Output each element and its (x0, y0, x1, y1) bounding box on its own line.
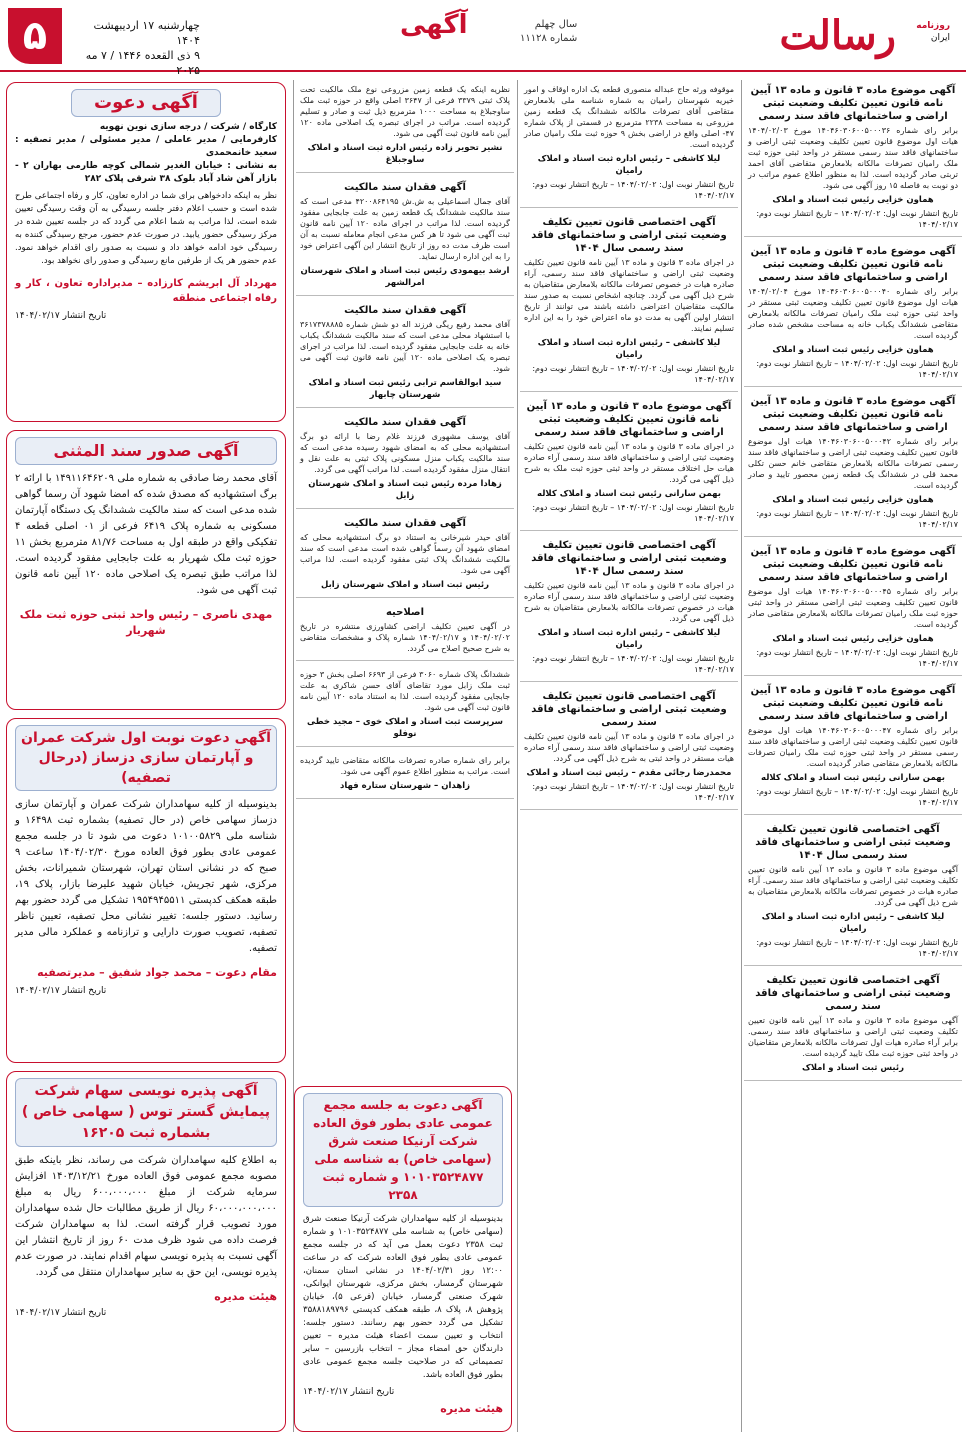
ad-signature: هیئت مدیره (440, 1402, 503, 1415)
notice-signature: زاهدان – شهرستان ستاره فهاد (339, 781, 471, 791)
notice-signature: رئیس ثبت اسناد و املاک شهرستان زابل (320, 580, 490, 590)
ad-arnika-sanat (294, 1086, 512, 1432)
date-other: ۹ ذی القعده ۱۴۴۶ / ۷ مه ۲۰۲۵ (85, 49, 200, 77)
notice-meta: تاریخ انتشار نوبت اول: ۱۴۰۴/۰۲/۰۲ – تاریخ انتشار نوبت دوم: ۱۴۰۴/۰۲/۱۷ (756, 359, 958, 379)
ad-body: به اطلاع کلیه سهامداران شرکت می رساند، نظر باینکه طبق مصوبه مجمع عمومی فوق العاده مورخ ۱۴۰۳/۱۲/۲۱ افزایش سرمایه شرکت از مبلغ ۶۰۰،۰۰۰،۰۰۰ ریال به مبلغ ۶۰،۰۰۰،۰۰۰،۰۰۰ ریال از طریق مطالبات حال شده سهامداران مورد تصویب قرار گرفته است. لذا به سهامداران شرکت فرصت داده می شود ظرف مدت ۶۰ روز از تاریخ انتشار این آگهی نسبت به پذیره نویسی سهام اقدام نمایند. در صورت عدم پذیره نویسی، این حق به سایر سهامداران منتقل می گردد. (15, 1155, 278, 1278)
notice-signature: نشیر تحویر زاده رئیس اداره ثبت اسناد و املاک ساوجبلاغ (307, 143, 503, 165)
brand-name: رسالت (779, 12, 896, 59)
notices-column-1 (744, 80, 962, 1432)
notice (744, 241, 962, 387)
column-divider (517, 80, 518, 1432)
notice (744, 819, 962, 966)
date-persian: چهارشنبه ۱۷ اردیبهشت ۱۴۰۴ (93, 19, 200, 47)
notice (520, 686, 738, 810)
notice-meta: تاریخ انتشار نوبت اول: ۱۴۰۴/۰۲/۰۲ – تاریخ انتشار نوبت دوم: ۱۴۰۴/۰۲/۱۷ (756, 648, 958, 668)
notice-body: برابر رای شماره ۱۴۰۴۶۰۳۰۶۰۰۵۰۰۰۴۰ مورخ ۱۴۰۴/۰۲/۰۴ هیات اول موضوع قانون تعیین تکلیف وضعیت ثبتی مستقر در واحد ثبتی حوزه ثبت ملک رامیان تصرفات مالکانه بلامعارض متقاضی ششدانگ یکباب خانه به مساحت مشخص شده صادر گردیده است. (748, 287, 958, 340)
notice-signature: رئیس ثبت اسناد و املاک (802, 1063, 904, 1073)
notice (520, 212, 738, 392)
notice (296, 513, 514, 598)
date-block (70, 18, 200, 78)
notice (520, 80, 738, 208)
notice (744, 391, 962, 537)
year-label: سال چهلم (534, 19, 578, 30)
column-divider (741, 80, 742, 1432)
notice (296, 177, 514, 296)
ad-header-line: کارگاه / شرکت / درجه سازی نوین نهویه (99, 122, 277, 132)
notice-body: برابر رای شماره ۱۴۰۴۶۰۳۰۶۰۰۵۰۰۰۴۷ هیات اول موضوع قانون تعیین تکلیف وضعیت ثبتی اراضی و ساختمانهای فاقد سند رسمی مستقر در واحد ثبتی حوزه ثبت ملک رامیان تصرفات مالکانه بلامعارض متقاضی صادر گردیده است. (748, 726, 958, 768)
ad-date: تاریخ انتشار ۱۴۰۴/۰۲/۱۷ (15, 311, 107, 321)
issue-info (520, 18, 577, 46)
notice-signature: هماون خزایی رئیس ثبت اسناد و املاک (772, 495, 934, 505)
notice-signature: لیلا کاشفی – رئیس اداره ثبت اسناد و املاک رامیان (761, 912, 945, 934)
notice-title: آگهی فقدان سند مالکیت (344, 182, 466, 193)
brand-side (898, 20, 950, 44)
notice-title: آگهی موضوع ماده ۳ قانون و ماده ۱۳ آیین نامه قانون تعیین تکلیف وضعیت ثبتی اراضی و ساختمانهای فاقد سند رسمی (750, 685, 956, 722)
notice-signature: سرپرست ثبت اسناد و املاک خوی – مجید خطی نوفلو (307, 717, 503, 739)
notice-title: آگهی اختصاصی قانون تعیین تکلیف وضعیت ثبتی اراضی و ساختمانهای فاقد سند رسمی سال ۱۴۰۴ (755, 824, 951, 861)
notice-title: اصلاحیه (385, 607, 425, 618)
notice-signature: محمدرضا رجائی مقدم – رئیس ثبت اسناد و املاک (526, 768, 732, 778)
notice-title: آگهی اختصاصی قانون تعیین تکلیف وضعیت ثبتی اراضی و ساختمانهای فاقد سند رسمی (531, 691, 727, 728)
notice (296, 602, 514, 661)
section-title: آگهی (400, 10, 468, 40)
ad-title: آگهی دعوت نوبت اول شرکت عمران و آپارتمان سازی دزساز (درحال تصفیه) (15, 725, 277, 791)
notice-signature: لیلا کاشفی – رئیس اداره ثبت اسناد و املاک رامیان (537, 338, 721, 360)
ad-header-line: به نشانی : خیابان الغدیر شمالی کوچه طارمی بهاران ۲ - بازار آهن شاد آباد بلوک ۳۸ شرقی پلاک ۲۸۲ (15, 161, 278, 184)
ad-omran-dezsaz (6, 718, 286, 1063)
ad-title: آگهی دعوت به جلسه مجمع عمومی عادی بطور فوق العاده شرکت آرنیکا صنعت شرق (سهامی خاص) به شناسه ملی ۱۰۱۰۳۵۲۴۸۷۷ و شماره ثبت ۲۳۵۸ (303, 1093, 503, 1207)
notice (744, 680, 962, 815)
newspaper-logo (708, 8, 958, 64)
notice (296, 80, 514, 173)
notice-signature: لیلا کاشفی – رئیس اداره ثبت اسناد و املاک رامیان (537, 628, 721, 650)
notice-meta: تاریخ انتشار نوبت اول: ۱۴۰۴/۰۲/۰۲ – تاریخ انتشار نوبت دوم: ۱۴۰۴/۰۲/۱۷ (532, 364, 734, 384)
notice-signature: زهادا مرده رئیس ثبت اسناد و املاک شهرستان زابل (308, 479, 502, 501)
ad-body: نظر به اینکه دادخواهی برای شما در اداره تعاون، کار و رفاه اجتماعی طرح شده است و حسب اعلام دفتر جلسه رسیدگی به آن وقت رسیدگی تعیین شده است، لذا مراتب به شما اعلام می گردد که در جلسه تعیین شده در مرکز رسیدگی حضور یابید. در صورت عدم حضور، مرجع رسیدگی کننده به رسیدگی خود ادامه خواهد داد و نسبت به صدور رای اقدام خواهد نمود. عدم حضور هر یک از طرفین مانع رسیدگی و صدور رای نخواهد بود. (15, 191, 277, 266)
notice-signature: هماون خزایی رئیس ثبت اسناد و املاک (772, 345, 934, 355)
notice-body: برابر رای شماره صادره تصرفات مالکانه متقاضی تایید گردیده است. مراتب به منظور اطلاع عموم آگهی می شود. (300, 756, 510, 776)
notice-signature: بهمن سارانی رئیس ثبت اسناد و املاک کلاله (537, 489, 721, 499)
notice-meta: تاریخ انتشار نوبت اول: ۱۴۰۴/۰۲/۰۲ – تاریخ انتشار نوبت دوم: ۱۴۰۴/۰۲/۱۷ (532, 503, 734, 523)
notice-title: آگهی فقدان سند مالکیت (344, 518, 466, 529)
ad-body: بدینوسیله از کلیه سهامداران شرکت آرنیکا صنعت شرق (سهامی خاص) به شناسه ملی ۱۰۱۰۳۵۲۴۸۷۷ و شماره ثبت ۲۳۵۸ دعوت بعمل می آید که در جلسه مجمع عمومی عادی بطور فوق العاده شرکت که در ساعت ۱۲:۰۰ روز ۱۴۰۴/۰۲/۳۱ در نشانی استان سمنان، شهرستان گرمسار، بخش مرکزی، شهرستان ایوانکی، شهرک صنعتی گرمسار، خیابان (فرعی ۵)، خیابان پژوهش ۸، پلاک ۸، طبقه همکف کدپستی ۳۵۸۸۱۸۹۷۹۶ تشکیل می گردد حضور بهم رسانند. دستور جلسه: انتخاب و تعیین سمت اعضاء هیئت مدیره – تعیین دارندگان حق امضاء مجاز – انتخاب بازرسین – سایر تصمیماتی که در صلاحیت جلسه مجمع عمومی عادی بطور فوق العاده باشد. (303, 1214, 503, 1380)
notice-meta: تاریخ انتشار نوبت اول: ۱۴۰۴/۰۲/۰۲ – تاریخ انتشار نوبت دوم: ۱۴۰۴/۰۲/۱۷ (756, 509, 958, 529)
notice (296, 665, 514, 747)
notice (520, 535, 738, 682)
notice-title: آگهی فقدان سند مالکیت (344, 305, 466, 316)
ad-signature: مهرداد آل ابریشم کارزاده – مدیراداره تعاون ، کار و رفاه اجتماعی منطقه (15, 278, 277, 304)
notice-signature: هماون خزایی رئیس ثبت اسناد و املاک (772, 634, 934, 644)
notice-body: در اجرای ماده ۳ قانون و ماده ۱۳ آیین نامه قانون تعیین تکلیف وضعیت ثبتی اراضی و ساختمانهای فاقد سند رسمی آراء صادره هیات در خصوص تصرفات مالکانه بلامعارض متقاضیان به شرح ذیل آگهی می گردد. (524, 581, 734, 623)
notice-body: آگهی موضوع ماده ۳ قانون و ماده ۱۳ آیین نامه قانون تعیین تکلیف وضعیت ثبتی اراضی و ساختمانهای فاقد سند رسمی. برابر آراء صادره هیات اول تصرفات مالکانه بلامعارض متقاضیان در واحد ثبتی حوزه ثبت ملک تایید گردیده است. (748, 1016, 958, 1058)
notice-body: آگهی موضوع ماده ۳ قانون و ماده ۱۳ آیین نامه قانون تعیین تکلیف وضعیت ثبتی اراضی و ساختمانهای فاقد سند رسمی. آراء صادره هیات در خصوص تصرفات مالکانه بلامعارض متقاضیان به شرح ذیل آگهی می گردد. (748, 865, 958, 907)
brand-tag: روزنامه (916, 21, 950, 31)
notice-title: آگهی موضوع ماده ۳ قانون و ماده ۱۳ آیین نامه قانون تعیین تکلیف وضعیت ثبتی اراضی و ساختمانهای فاقد سند رسمی (526, 401, 732, 438)
notice-body: آقای محمد رفیع ریگی فرزند اله دو شش شماره ۳۶۱۷۳۷۸۸۸۵ با استشهاد محلی مدعی است که سند مالکیت ششدانگ یکباب خانه به علت جابجایی مفقود گردیده است. لذا مراتب در اجرای تبصره یک اصلاحی ماده ۱۲۰ آیین نامه قانون ثبت آگهی می شود. (300, 320, 510, 373)
notice-meta: تاریخ انتشار نوبت اول: ۱۴۰۴/۰۲/۰۲ – تاریخ انتشار نوبت دوم: ۱۴۰۴/۰۲/۱۷ (756, 209, 958, 229)
notice-body: در اجرای ماده ۳ قانون و ماده ۱۳ آیین نامه قانون تعیین تکلیف وضعیت ثبتی اراضی و ساختمانهای فاقد سند رسمی، آراء صادره هیات در خصوص تصرفات مالکانه بلامعارض متقاضیان به شرح ذیل آگهی می گردد. چنانچه اشخاص نسبت به صدور سند مالکیت متقاضیان اعتراضی داشته باشند می توانند از تاریخ انتشار اولین آگهی به مدت دو ماه اعتراض خود را به این اداره تسلیم نمایند. (524, 258, 734, 333)
notice-body: ششدانگ پلاک شماره ۳۰۶۰ فرعی از ۶۶۹۳ اصلی بخش ۳ حوزه ثبت ملک زابل مورد تقاضای آقای حسن شاکری به علت جابجایی مفقود گردیده است. لذا به استناد ماده ۱۲۰ آیین نامه قانون ثبت آگهی می شود. (300, 670, 510, 712)
notice-meta: تاریخ انتشار نوبت اول: ۱۴۰۴/۰۲/۰۲ – تاریخ انتشار نوبت دوم: ۱۴۰۴/۰۲/۱۷ (532, 654, 734, 674)
ad-peymayesh-gostar (6, 1071, 286, 1432)
notice-body: نظریه اینکه یک قطعه زمین مزروعی نوع ملک مالکیت تحت پلاک ثبتی ۳۳۷۹ فرعی از ۳۶۴۷ اصلی واقع در حوزه ثبت ملک ساوجبلاغ به مساحت ۱۰۰۰ مترمربع ذیل ثبت و صادر و تسلیم گردیده است. مراتب در اجرای تبصره یک اصلاحی ماده ۱۲۰ آیین نامه قانون ثبت آگهی می شود. (300, 85, 511, 138)
notice-title: آگهی اختصاصی قانون تعیین تکلیف وضعیت ثبتی اراضی و ساختمانهای فاقد سند رسمی (755, 975, 951, 1012)
notice-body: در اجرای ماده ۳ قانون و ماده ۱۳ آیین نامه قانون تعیین تکلیف وضعیت ثبتی اراضی و ساختمانهای فاقد سند رسمی آراء صادره هیات حل اختلاف مستقر در واحد ثبتی حوزه ثبت ملک به شرح ذیل آگهی می گردد. (524, 442, 734, 484)
notice-title: آگهی موضوع ماده ۳ قانون و ماده ۱۳ آیین نامه قانون تعیین تکلیف وضعیت ثبتی اراضی و ساختمانهای فاقد سند رسمی (750, 546, 956, 583)
ad-title: آگهی دعوت (71, 89, 221, 117)
notice-body: برابر رای شماره ۱۴۰۴۶۰۳۰۶۰۰۵۰۰۰۳۶ مورخ ۱۴۰۴/۰۲/۰۳ هیات اول موضوع قانون تعیین تکلیف وضعیت ثبتی اراضی و ساختمانهای فاقد سند رسمی مستقر در واحد ثبتی حوزه ثبت ملک رامیان تصرفات مالکانه بلامعارض متقاضی آقای احمد تربتی صادر گردیده است. لذا به منظور اطلاع عموم مراتب در دو نوبت به فاصله ۱۵ روز آگهی می شود. (748, 126, 958, 190)
ad-body: آقای محمد رضا صادقی به شماره ملی ۱۴۹۱۱۶۴۶۲۰۹ با ارائه ۲ برگ استشهادیه که مصدق شده که امضا شهود آن رسما گواهی شده مدعی است که سند مالکیت ششدانگ یک دستگاه آپارتمان مسکونی به شماره پلاک ۶۴۱۹ فرعی از ۰۱ اصلی قطعه ۴ تفکیکی واقع در طبقه اول به مساحت ۸۱/۷۶ مترمربع بخش ۱۱ حوزه ثبت ملک شهریار به علت جابجایی مفقود گردیده است. لذا مراتب طبق تبصره یک اصلاحی ماده ۱۲۰ آیین نامه قانون ثبت آگهی می شود. (15, 473, 278, 596)
ad-date: تاریخ انتشار ۱۴۰۴/۰۲/۱۷ (303, 1387, 395, 1397)
notice-body: آقای یوسف مشهوری فرزند غلام رضا با ارائه دو برگ استشهادیه محلی که به امضای شهود رسیده مدعی است که سند مالکیت یکباب منزل مسکونی پلاک ثبتی به علت نقل و انتقال منزل مفقود گردیده است. لذا مراتب آگهی می گردد. (300, 432, 510, 474)
ad-title: آگهی صدور سند المثنی (15, 437, 277, 465)
notice (296, 300, 514, 408)
notice-title: آگهی اختصاصی قانون تعیین تکلیف وضعیت ثبتی اراضی و ساختمانهای فاقد سند رسمی سال ۱۴۰۴ (531, 540, 727, 577)
ad-davat (6, 82, 286, 422)
ad-signature: مهدی ناصری – رئیس واحد ثبتی حوزه ثبت ملک شهریار (19, 608, 273, 637)
notices-column-3 (296, 80, 514, 1080)
ad-signature: هیئت مدیره (214, 1290, 277, 1303)
notice-title: آگهی موضوع ماده ۳ قانون و ماده ۱۳ آیین نامه قانون تعیین تکلیف وضعیت ثبتی اراضی و ساختمانهای فاقد سند رسمی (750, 396, 956, 433)
notice (296, 751, 514, 799)
page-number: ۵ (8, 8, 62, 64)
notice-signature: هماون خزایی رئیس ثبت اسناد و املاک (772, 195, 934, 205)
masthead (0, 0, 966, 77)
notice (744, 970, 962, 1081)
notice-signature: لیلا کاشفی – رئیس اداره ثبت اسناد و املاک رامیان (537, 154, 721, 176)
notices-column-2 (520, 80, 738, 1432)
notice-body: برابر رای شماره ۱۴۰۴۶۰۳۰۶۰۰۵۰۰۰۴۲ هیات اول موضوع قانون تعیین تکلیف وضعیت ثبتی اراضی و ساختمانهای فاقد سند رسمی تصرفات مالکانه بلامعارض متقاضی خانم حسن تکلی محمد قلی در ششدانگ یک قطعه زمین محصور تایید و صادر گردیده است. (748, 437, 958, 490)
notice-signature: ارشد بیهمودی رئیس ثبت اسناد و املاک شهرستان امرالشهر (300, 266, 510, 288)
notice-body: موقوفه ورثه حاج عبداله منصوری قطعه یک اداره اوقاف و امور خیریه شهرستان رامیان به شماره شناسه ملی بلامعارض متقاضی آقای تصرفات مالکانه ششدانگ یک قطعه زمین مزروعی به مساحت ۲۲۳۸ مترمربع در قسمتی از پلاک شماره ۴۷- اصلی واقع در اراضی بخش ۹ حوزه ثبت ملک رامیان صادر گردیده است. (524, 85, 735, 149)
notice-body: آقای حیدر شیرخانی به استناد دو برگ استشهادیه محلی که امضای شهود آن رسماً گواهی شده است مدعی است که سند مالکیت ششدانگ پلاک ثبتی مفقود گردیده است. لذا مراتب آگهی می شود. (300, 533, 510, 575)
notice-meta: تاریخ انتشار نوبت اول: ۱۴۰۴/۰۲/۰۲ – تاریخ انتشار نوبت دوم: ۱۴۰۴/۰۲/۱۷ (756, 787, 958, 807)
ad-date: تاریخ انتشار ۱۴۰۴/۰۲/۱۷ (15, 986, 107, 996)
notice-title: آگهی موضوع ماده ۳ قانون و ماده ۱۳ آیین نامه قانون تعیین تکلیف وضعیت ثبتی اراضی و ساختمانهای فاقد سند رسمی (750, 246, 956, 283)
notice-meta: تاریخ انتشار نوبت اول: ۱۴۰۴/۰۲/۰۲ – تاریخ انتشار نوبت دوم: ۱۴۰۴/۰۲/۱۷ (532, 180, 734, 200)
issue-number: شماره ۱۱۱۲۸ (520, 33, 578, 44)
ad-signature: مقام دعوت – محمد جواد شفیق – مدیرتصفیه (37, 966, 277, 979)
ad-body: بدینوسیله از کلیه سهامداران شرکت عمران و آپارتمان سازی دزساز سهامی خاص (در حال تصفیه) بشماره ثبت ۱۶۴۹۸ و شناسه ملی ۱۰۱۰۰۵۸۲۹ دعوت می شود تا در جلسه مجمع عمومی عادی بطور فوق العاده مورخ ۱۴۰۴/۰۲/۳۰ ساعت ۹ صبح که در نشانی استان تهران، شهرستان شمیرانات، بخش مرکزی، شهر تجریش، خیابان شهید علیرضا بازار، پلاک ۱۹، طبقه همکف کدپستی ۱۹۵۴۹۴۵۵۱۱ تشکیل می گردد حضور بهم رسانید. دستور جلسه: تغییر نشانی محل تصفیه، تعیین ناظر تصفیه، تصویب صورت دارایی و ترازنامه و عملکرد مالی مدیر تصفیه. (15, 799, 277, 954)
notice-body: برابر رای شماره ۱۴۰۴۶۰۳۰۶۰۰۵۰۰۰۴۵ هیات اول موضوع قانون تعیین تکلیف وضعیت ثبتی اراضی مستقر در واحد ثبتی حوزه ثبت ملک رامیان تصرفات مالکانه بلامعارض متقاضی صادر گردیده است. (748, 587, 958, 629)
ad-header-line: کارفرمایی / مدیر عاملی / مدیر مسئولی / مدیر تصفیه : سعید خانمحمدی (15, 135, 277, 158)
notice (744, 80, 962, 237)
notice-meta: تاریخ انتشار نوبت اول: ۱۴۰۴/۰۲/۰۲ – تاریخ انتشار نوبت دوم: ۱۴۰۴/۰۲/۱۷ (756, 938, 958, 958)
notice-title: آگهی فقدان سند مالکیت (344, 417, 466, 428)
notice-title: آگهی اختصاصی قانون تعیین تکلیف وضعیت ثبتی اراضی و ساختمانهای فاقد سند رسمی سال ۱۴۰۴ (531, 217, 727, 254)
notice (744, 541, 962, 676)
notice-body: در اجرای ماده ۳ قانون و ماده ۱۳ آیین نامه قانون تعیین تکلیف وضعیت ثبتی اراضی و ساختمانهای فاقد سند رسمی آراء صادره هیات مستقر در واحد ثبتی به شرح ذیل آگهی می گردد. (524, 732, 734, 763)
ad-date: تاریخ انتشار ۱۴۰۴/۰۲/۱۷ (15, 1308, 107, 1318)
notice-title: آگهی موضوع ماده ۳ قانون و ماده ۱۳ آیین نامه قانون تعیین تکلیف وضعیت ثبتی اراضی و ساختمانهای فاقد سند رسمی (750, 85, 956, 122)
notice-body: در آگهی تعیین تکلیف اراضی کشاورزی منتشره در تاریخ ۱۴۰۴/۰۲/۰۲ و ۱۴۰۴/۰۲/۱۷ شماره پلاک و مشخصات متقاضی به شرح صحیح اصلاح می گردد. (300, 622, 510, 653)
notice-signature: سید ابوالقاسم ترابی رئیس ثبت اسناد و املاک شهرستان چابهار (308, 378, 502, 400)
notice-meta: تاریخ انتشار نوبت اول: ۱۴۰۴/۰۲/۰۲ – تاریخ انتشار نوبت دوم: ۱۴۰۴/۰۲/۱۷ (532, 782, 734, 802)
notice (520, 396, 738, 531)
brand-sub: ایران (930, 33, 950, 43)
ad-title: آگهی پذیره نویسی سهام شرکت پیمایش گستر توس ( سهامی خاص ) بشماره ثبت ۱۶۲۰۵ (15, 1078, 277, 1147)
notice-body: آقای جمال اسماعیلی به ش.ش ۴۲۰۰۸۶۴۱۹۵ مدعی است که سند مالکیت ششدانگ یک قطعه زمین به علت جابجایی مفقود گردیده است. لذا مراتب در اجرای ماده ۱۲۰ آیین نامه قانون ثبت آگهی می شود تا هر کس مدعی انجام معامله نسبت به آن است ظرف مدت ده روز از تاریخ انتشار این آگهی اعتراض خود را به این اداره ارسال نماید. (300, 197, 510, 261)
ad-sanad-almosanna (6, 430, 286, 710)
notice (296, 412, 514, 509)
notice-signature: بهمن سارانی رئیس ثبت اسناد و املاک کلاله (761, 773, 945, 783)
